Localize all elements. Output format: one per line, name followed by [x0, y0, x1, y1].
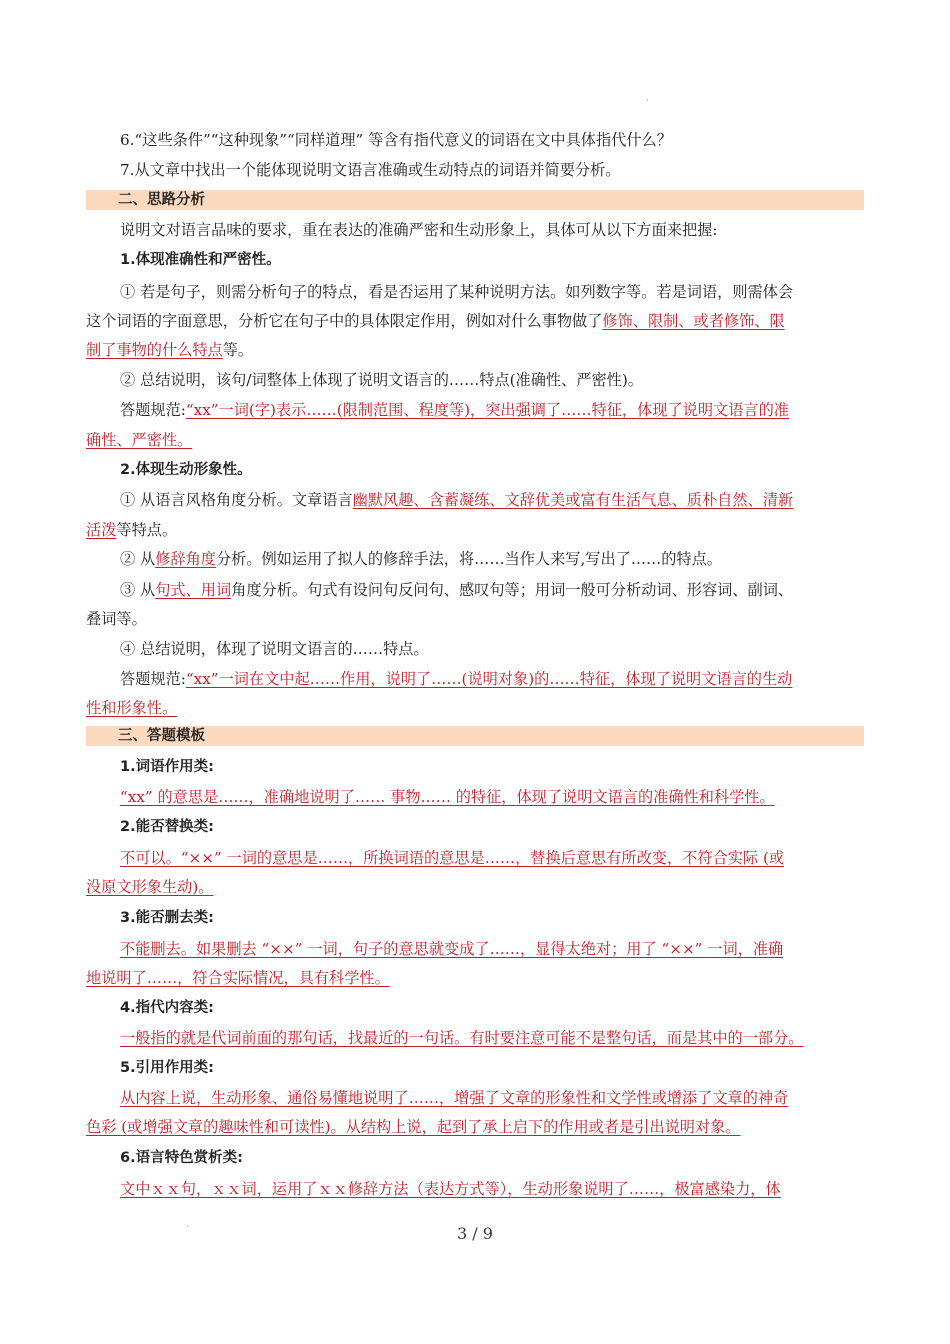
paragraph-line: ③ 从句式、用词角度分析。句式有设问句反问句、感叹句等；用词一般可分析动词、形容词、副词、 [120, 581, 794, 599]
highlighted-phrase: 修辞角度 [155, 550, 216, 568]
paragraph-line: ① 若是句子，则需分析句子的特点，看是否运用了某种说明方法。如列数字等。若是词语，则需体会 [120, 283, 794, 301]
section-intro: 说明文对语言品味的要求，重在表达的准确严密和生动形象上，具体可从以下方面来把握: [120, 221, 718, 239]
question-6: 6.“这些条件”“这种现象”“同样道理” 等含有指代意义的词语在文中具体指代什么？ [120, 131, 672, 149]
subsection-title: 2.体现生动形象性。 [120, 462, 252, 478]
highlighted-phrase: 修饰、限制、或者修饰、限 [602, 312, 785, 330]
template-answer: 一般指的就是代词前面的那句话，找最近的一句话。有时要注意可能不是整句话，而是其中的一部分。 [120, 1029, 804, 1047]
template-title: 6.语言特色赏析类: [120, 1150, 243, 1166]
paragraph-line: ② 从修辞角度分析。例如运用了拟人的修辞手法，将……当作人来写,写出了……的特点。 [120, 550, 722, 568]
paragraph-line: 叠词等。 [86, 610, 147, 628]
highlighted-phrase: 幽默风趣、含蓄凝练、文辞优美或富有生活气息、质朴自然、清新 [352, 491, 794, 509]
decorative-dot: · [646, 96, 649, 105]
template-answer: 从内容上说，生动形象、通俗易懂地说明了……，增强了文章的形象性和文学性或增添了文章的神奇 [120, 1089, 789, 1107]
template-answer: 没原文形象生动)。 [86, 878, 214, 896]
template-answer: “xx” 的意思是……，准确地说明了…… 事物…… 的特征，体现了说明文语言的准确性和科学性。 [120, 788, 775, 806]
section-heading-band [86, 726, 864, 746]
template-title: 4.指代内容类: [120, 1000, 214, 1016]
template-title: 1.词语作用类: [120, 759, 214, 775]
highlighted-phrase: 制了事物的什么特点 [86, 341, 223, 359]
section-heading: 三、答题模板 [118, 728, 205, 744]
section-heading: 二、思路分析 [118, 192, 205, 208]
subsection-title: 1.体现准确性和严密性。 [120, 252, 281, 268]
paragraph-line: ④ 总结说明，体现了说明文语言的……特点。 [120, 640, 429, 658]
highlighted-phrase: 句式、用词 [155, 581, 232, 599]
answer-rule: 答题规范:“xx”一词(字)表示……(限制范围、程度等)，突出强调了……特征，体现了说明文语言的准 [120, 401, 789, 419]
template-answer: 色彩 (或增强文章的趣味性和可读性)。从结构上说，起到了承上启下的作用或者是引出说明对象。 [86, 1118, 741, 1136]
template-answer: 不能删去。如果删去 “××” 一词，句子的意思就变成了……，显得太绝对；用了 “××” 一词，准确 [120, 940, 784, 958]
question-7: 7.从文章中找出一个能体现说明文语言准确或生动特点的词语并简要分析。 [120, 161, 621, 179]
page-number: 3 / 9 [457, 1224, 493, 1243]
template-title: 3.能否删去类: [120, 910, 214, 926]
paragraph-line: 制了事物的什么特点等。 [86, 341, 254, 359]
paragraph-line: 这个词语的字面意思，分析它在句子中的具体限定作用，例如对什么事物做了修饰、限制、或者修饰、限 [86, 312, 785, 330]
template-answer: 不可以。“××” 一词的意思是……，所换词语的意思是……，替换后意思有所改变，不符合实际 (或 [120, 849, 785, 867]
paragraph-line: 活泼等特点。 [86, 521, 178, 539]
template-title: 2.能否替换类: [120, 819, 214, 835]
highlighted-phrase: “xx”一词(字)表示……(限制范围、程度等)，突出强调了……特征，体现了说明文语言的准 [185, 401, 789, 419]
paragraph-line: ② 总结说明，该句/词整体上体现了说明文语言的……特点(准确性、严密性)。 [120, 371, 643, 389]
template-answer: 地说明了……，符合实际情况，具有科学性。 [86, 969, 390, 987]
answer-rule: 答题规范:“xx”一词在文中起……作用，说明了……(说明对象)的……特征，体现了说明文语言的生动 [120, 670, 793, 688]
template-title: 5.引用作用类: [120, 1060, 214, 1076]
section-heading-band [86, 190, 864, 210]
highlighted-phrase: 活泼 [86, 521, 117, 539]
decorative-dot: · [186, 1222, 189, 1231]
paragraph-line: ① 从语言风格角度分析。文章语言幽默风趣、含蓄凝练、文辞优美或富有生活气息、质朴自然、清新 [120, 491, 794, 509]
template-answer: 文中ｘｘ句，ｘｘ词，运用了ｘｘ修辞方法（表达方式等），生动形象说明了……，极富感染力，体 [120, 1180, 781, 1198]
answer-rule-continued: 确性、严密性。 [86, 431, 193, 449]
answer-rule-continued: 性和形象性。 [86, 699, 178, 717]
highlighted-phrase: “xx”一词在文中起……作用，说明了……(说明对象)的……特征，体现了说明文语言的生动 [185, 670, 793, 688]
